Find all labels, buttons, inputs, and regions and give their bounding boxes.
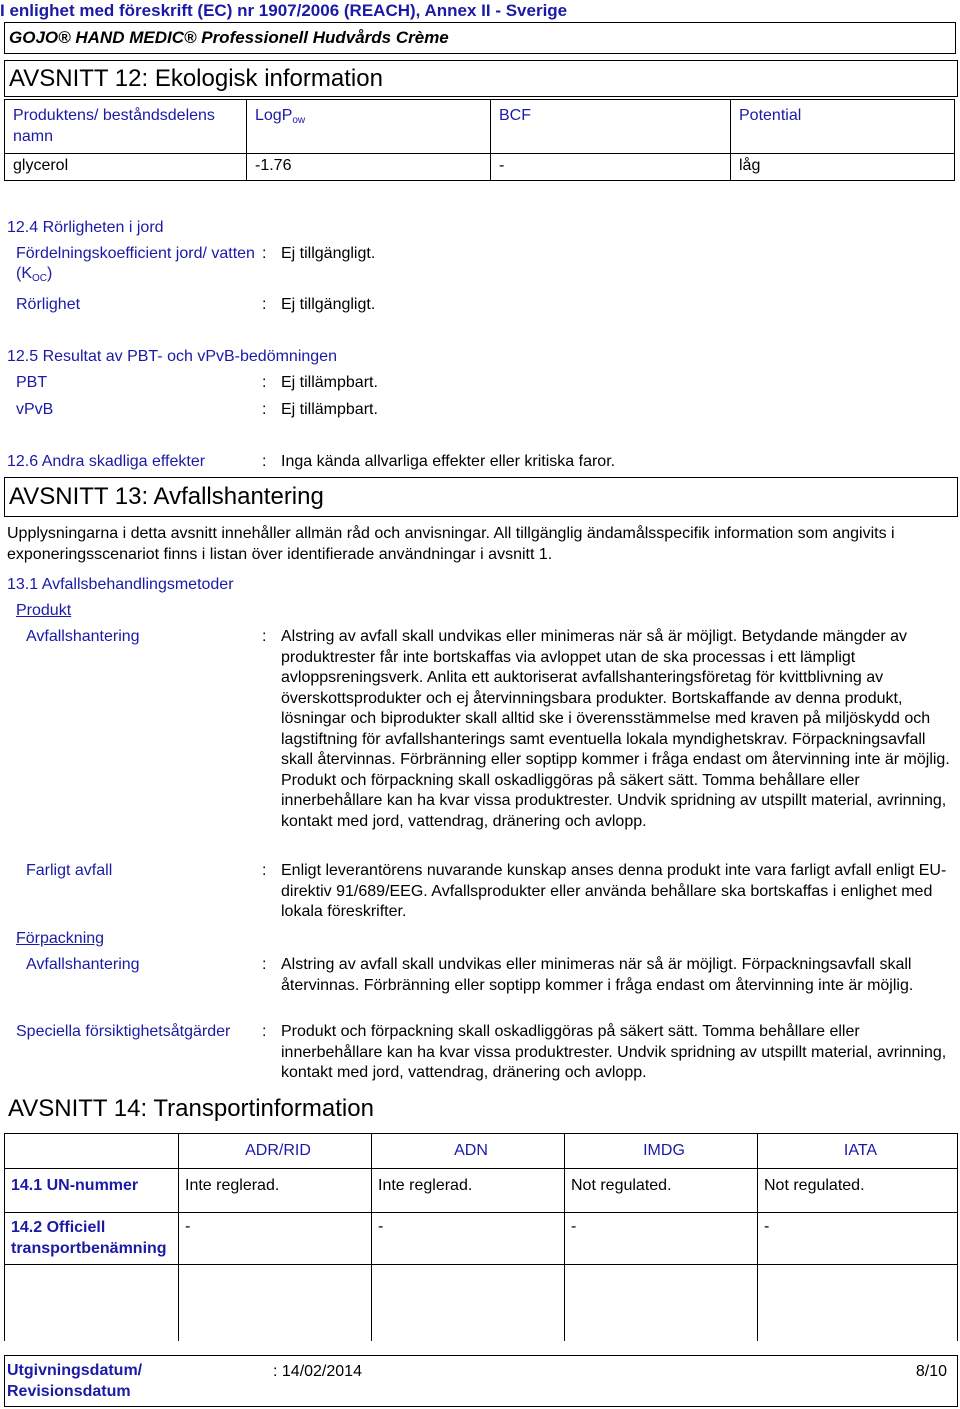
eco-cell-bcf: - [491, 154, 731, 181]
pack-disposal-label: Avfallshantering [26, 956, 140, 973]
other-effects-value: Inga kända allvarliga effekter eller kritiska faror. [281, 453, 616, 470]
vpvb-value: Ej tillämpbart. [281, 401, 378, 418]
transport-header-row [5, 1134, 958, 1169]
koc-label: Fördelningskoefficient jord/ vatten (KOC) [16, 245, 255, 284]
product-name: GOJO® HAND MEDIC® Professionell Hudvårds Crème [9, 28, 449, 47]
eco-cell-potential: låg [731, 154, 955, 181]
empty-cell [565, 1265, 758, 1341]
colon: : [262, 245, 267, 262]
product-heading: Produkt [16, 602, 72, 619]
section-13-title-text: AVSNITT 13: Avfallshantering [9, 483, 324, 510]
transport-col-adn: ADN [372, 1134, 565, 1169]
table-row [5, 1265, 958, 1341]
disposal-label: Avfallshantering [26, 628, 140, 645]
hazardous-label: Farligt avfall [26, 862, 113, 879]
pack-disposal-text: Alstring av avfall skall undvikas eller minimeras när så är möjligt. Förpackningsavfall skall återvinnas. Förbränning eller soptipp kommer i fråga endast om återvinning inte är möjlig. [281, 956, 914, 994]
footer-date-label: Utgivningsdatum/ Revisionsdatum [7, 1362, 143, 1400]
empty-cell [5, 1265, 179, 1341]
mobility-value: Ej tillgängligt. [281, 296, 376, 313]
transport-col-iata: IATA [758, 1134, 958, 1169]
colon: : [262, 374, 267, 391]
eco-col-logp: LogPow [247, 100, 491, 154]
hazardous-text: Enligt leverantörens nuvarande kunskap anses denna produkt inte vara farligt avfall enligt EU-direktiv 91/689/EEG. Avfallsprodukter eller använda behållare ska bortskaffas i enlighet med lokala föreskrifter. [281, 862, 947, 920]
un-number-label: 14.1 UN-nummer [5, 1169, 179, 1213]
heading-13-1: 13.1 Avfallsbehandlingsmetoder [7, 576, 234, 593]
un-imdg: Not regulated. [565, 1169, 758, 1213]
eco-table-header [5, 100, 955, 154]
empty-cell [758, 1265, 958, 1341]
colon: : [262, 862, 267, 879]
special-label: Speciella försiktighetsåtgärder [16, 1023, 231, 1040]
transport-corner [5, 1134, 179, 1169]
empty-cell [372, 1265, 565, 1341]
transport-name-label: 14.2 Officiell transportbenämning [5, 1213, 179, 1265]
special-text: Produkt och förpackning skall oskadliggöras på säkert sätt. Tomma behållare eller innerbehållare kan ha kvar vissa produktrester. Undvik spridning av utspillt material, avrinning, kontakt med jord, vattendrag, dränering och avlopp. [281, 1023, 947, 1081]
colon: : [262, 401, 267, 418]
eco-col-potential: Potential [731, 100, 955, 154]
colon: : [262, 628, 267, 645]
colon: : [262, 1023, 267, 1040]
footer-page-number: 8/10 [915, 1363, 947, 1380]
footer-date-value: : 14/02/2014 [273, 1363, 362, 1380]
colon: : [262, 453, 267, 470]
name-adr: - [179, 1213, 372, 1265]
heading-12-5: 12.5 Resultat av PBT- och vPvB-bedömningen [7, 348, 337, 365]
empty-cell [179, 1265, 372, 1341]
section-12-title-text: AVSNITT 12: Ekologisk information [9, 65, 383, 92]
section-13-title [4, 477, 958, 517]
colon: : [262, 956, 267, 973]
table-row [5, 154, 955, 181]
table-row [5, 1213, 958, 1265]
vpvb-label: vPvB [16, 401, 54, 418]
regulation-header: I enlighet med föreskrift (EC) nr 1907/2006 (REACH), Annex II - Sverige [0, 1, 568, 20]
footer-box [4, 1355, 958, 1407]
koc-value: Ej tillgängligt. [281, 245, 376, 262]
product-name-box [4, 22, 956, 54]
name-adn: - [372, 1213, 565, 1265]
eco-col-bcf: BCF [491, 100, 731, 154]
name-imdg: - [565, 1213, 758, 1265]
colon: : [262, 296, 267, 313]
eco-col-name: Produktens/ beståndsdelens namn [5, 100, 247, 154]
section-14-title: AVSNITT 14: Transportinformation [8, 1095, 374, 1122]
eco-cell-name: glycerol [5, 154, 247, 181]
eco-table [4, 99, 955, 181]
pbt-label: PBT [16, 374, 48, 391]
disposal-text: Alstring av avfall skall undvikas eller minimeras när så är möjligt. Betydande mängder av produktrester får inte bortskaffas via avloppet utan de ska processas i ett lämpligt avloppsreningsverk. Anlita ett auktoriserat avfallshanteringsföretag för kvittblivning av överskottsprodukter och ej återvinningsbara produkter. Bortskaffande av denna produkt, lösningar och biprodukter skall alltid ske i överensstämmelse med kraven på miljöskydd och lagstiftning för avfallshanterings samt eventuella lokala myndighetskrav. Förpackningsavfall skall återvinnas. Förbränning eller soptipp kommer i fråga endast om återvinning inte är möjlig. Produkt och förpackning skall oskadliggöras på säkert sätt. Tomma behållare eller innerbehållare kan ha kvar vissa produktrester. Undvik spridning av utspillt material, avrinning, kontakt med jord, vattendrag, dränering och avlopp. [281, 628, 950, 830]
un-iata: Not regulated. [758, 1169, 958, 1213]
section-13-intro: Upplysningarna i detta avsnitt innehåller allmän råd och anvisningar. All tillgänglig ändamålsspecifik information som angivits i exponeringsscenariot finns i listan över identifierade användningar i avsnitt 1. [7, 525, 895, 563]
transport-table [4, 1133, 958, 1341]
table-row [5, 1169, 958, 1213]
section-12-title [4, 60, 958, 97]
heading-12-6: 12.6 Andra skadliga effekter [7, 453, 206, 470]
transport-col-adr: ADR/RID [179, 1134, 372, 1169]
mobility-label: Rörlighet [16, 296, 81, 313]
transport-col-imdg: IMDG [565, 1134, 758, 1169]
name-iata: - [758, 1213, 958, 1265]
heading-12-4: 12.4 Rörligheten i jord [7, 219, 164, 236]
packaging-heading: Förpackning [16, 930, 105, 947]
eco-cell-logp: -1.76 [247, 154, 491, 181]
un-adn: Inte reglerad. [372, 1169, 565, 1213]
pbt-value: Ej tillämpbart. [281, 374, 378, 391]
un-adr: Inte reglerad. [179, 1169, 372, 1213]
